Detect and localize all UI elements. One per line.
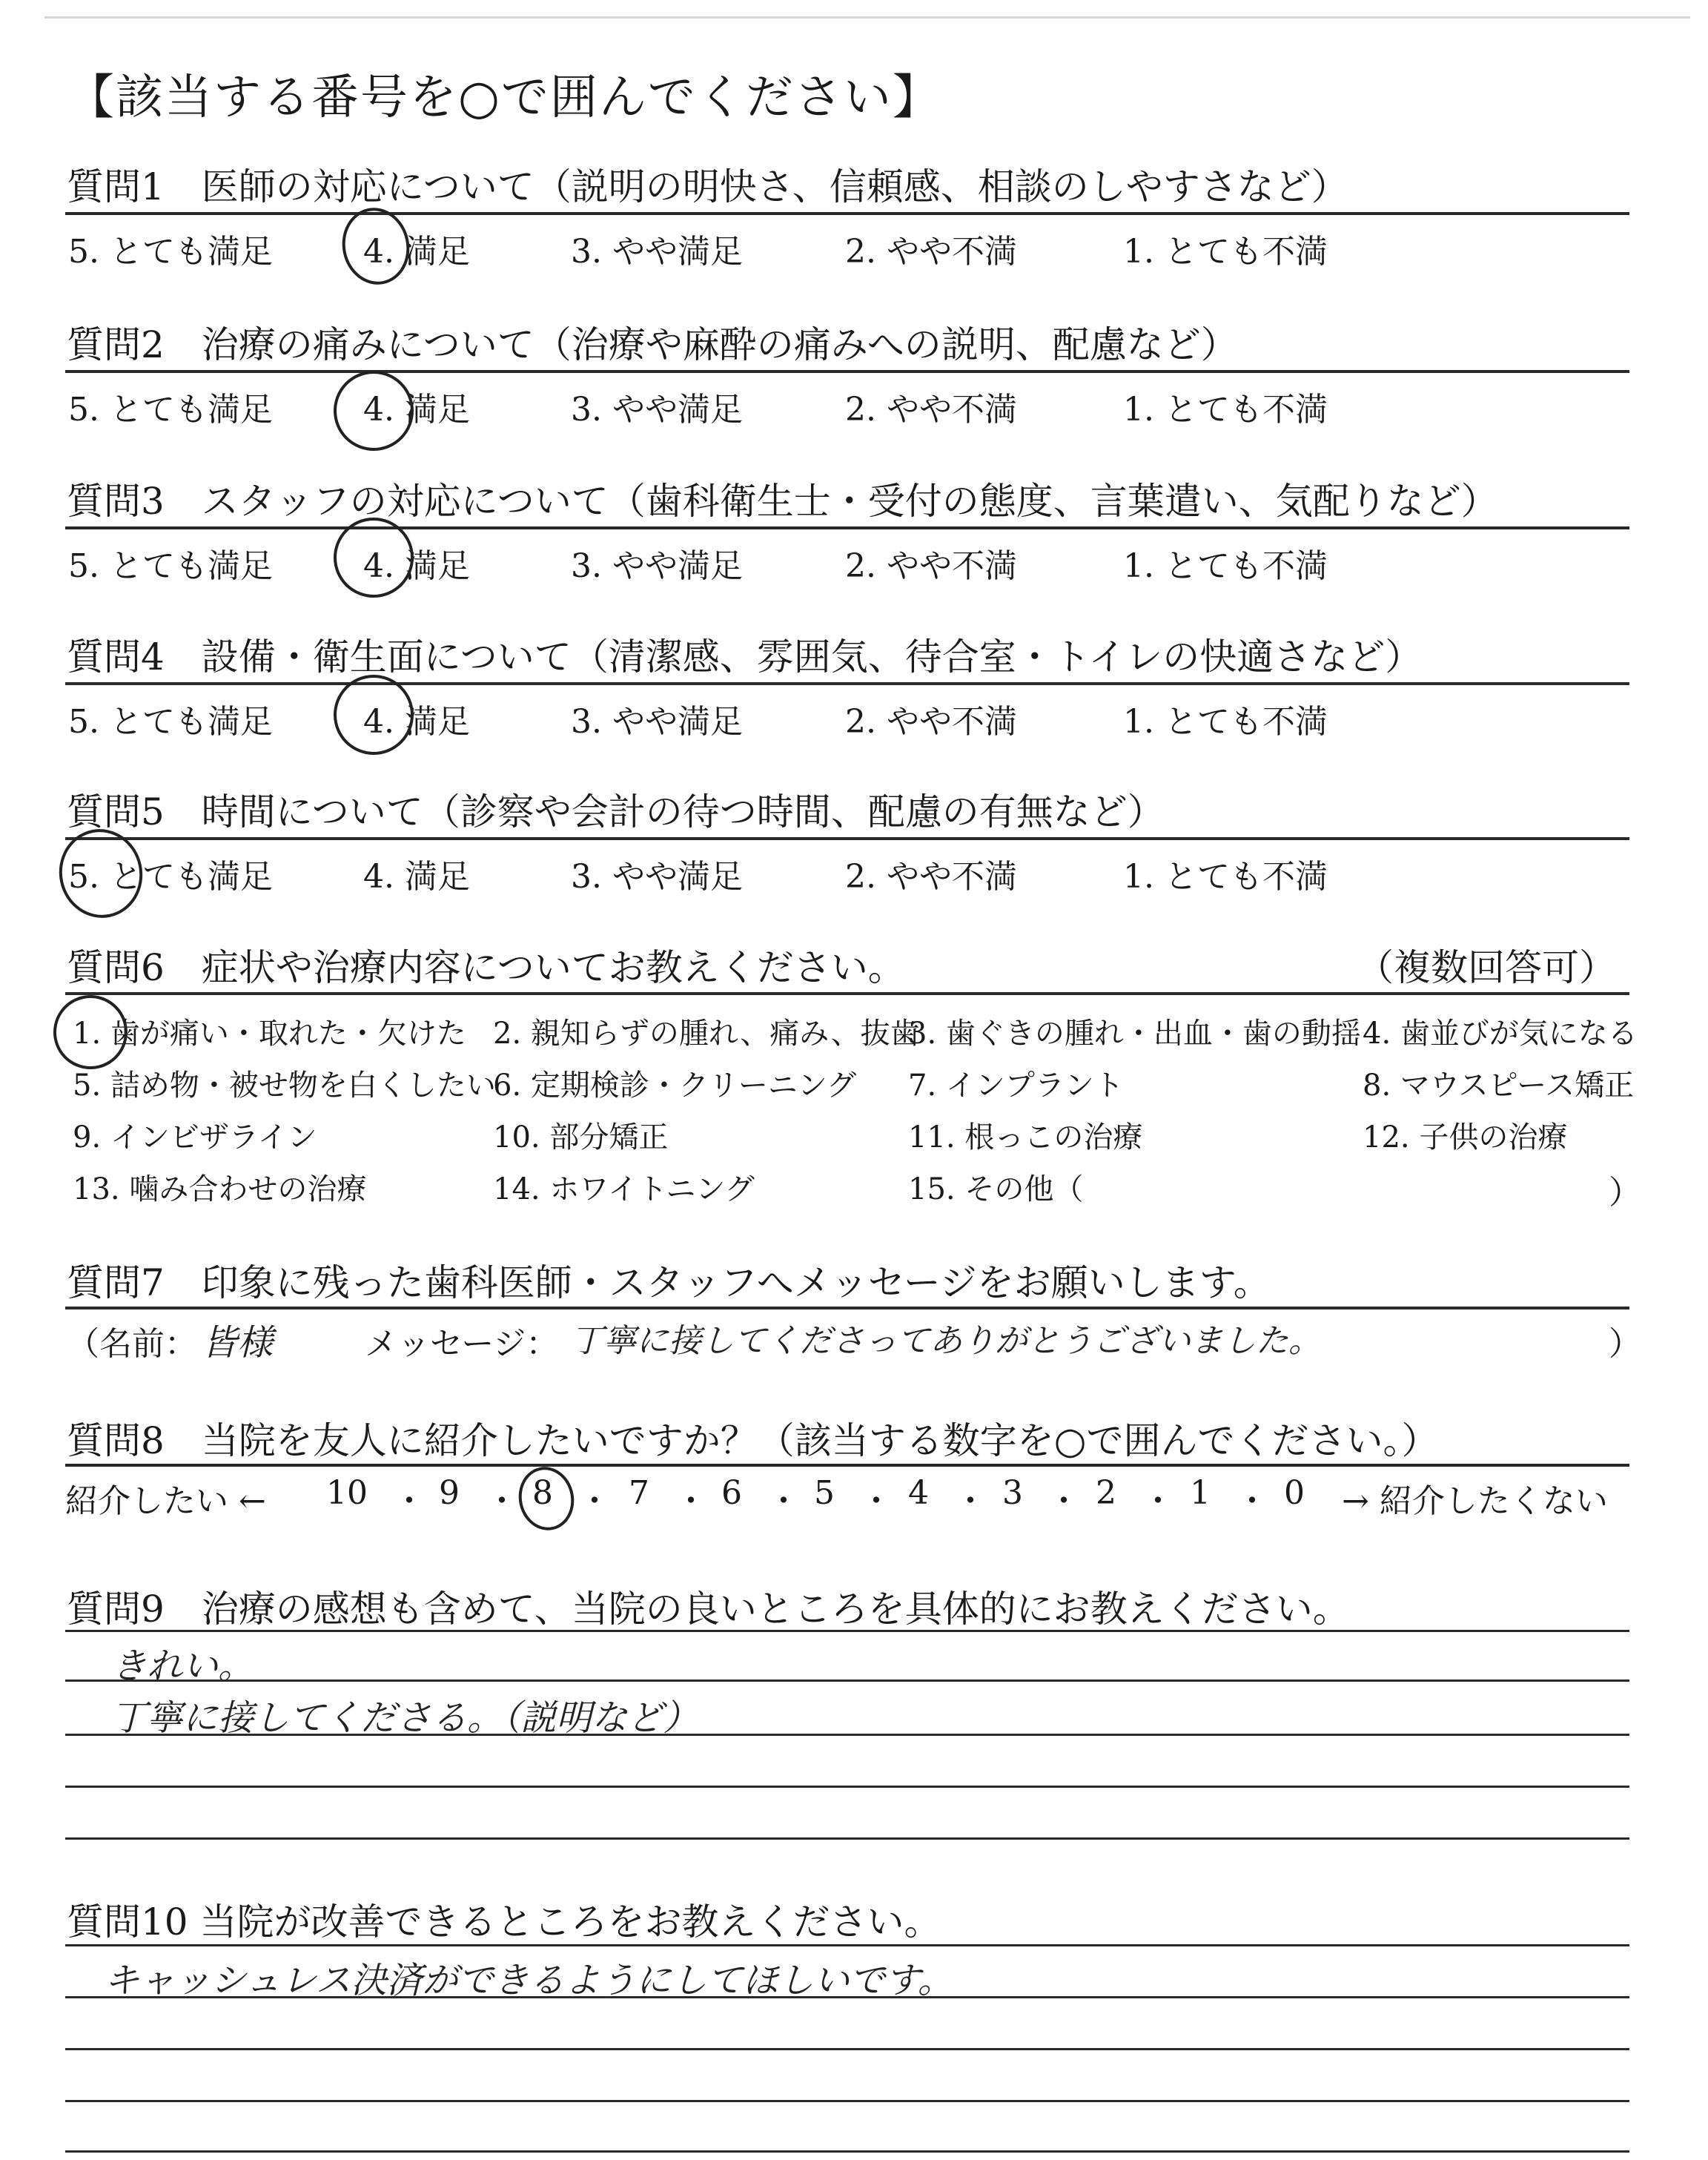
q6-option-15[interactable]: 15. その他（: [908, 1172, 1084, 1206]
q5-option-1[interactable]: 1. とても不満: [1123, 858, 1328, 896]
q8-score-6[interactable]: 6: [721, 1474, 742, 1512]
form-instruction-header: 【該当する番号を○で囲んでください】: [67, 70, 941, 125]
question-6-text: 質問6 症状や治療内容についてお教えください。: [67, 946, 905, 989]
q10-answer-line-5: [65, 2150, 1629, 2153]
top-border: [44, 16, 1690, 19]
question-6-rule: [65, 992, 1629, 995]
q8-recommend-label: 紹介したい ←: [65, 1482, 266, 1520]
q6-option-5[interactable]: 5. 詰め物・被せ物を白くしたい: [73, 1069, 496, 1103]
q8-score-5[interactable]: 5: [814, 1474, 835, 1512]
q1-option-1[interactable]: 1. とても不満: [1123, 233, 1328, 271]
q2-option-3[interactable]: 3. やや満足: [571, 391, 743, 429]
q6-option-4[interactable]: 4. 歯並びが気になる: [1363, 1017, 1638, 1051]
q8-dot: ・: [954, 1482, 987, 1520]
q2-option-2[interactable]: 2. やや不満: [845, 391, 1017, 429]
q4-option-3[interactable]: 3. やや満足: [571, 703, 743, 741]
question-8-text: 質問8 当院を友人に紹介したいですか？（該当する数字を○で囲んでください。）: [67, 1419, 1439, 1462]
q9-answer-line-4: [65, 1786, 1629, 1788]
q10-answer-1[interactable]: キャッシュレス決済ができるようにしてほしいです。: [104, 1960, 953, 2001]
q1-option-3[interactable]: 3. やや満足: [571, 233, 743, 271]
question-2-rule: [65, 370, 1629, 373]
q9-answer-1[interactable]: きれい。: [111, 1645, 254, 1687]
q10-answer-line-4: [65, 2100, 1629, 2102]
q6-option-1[interactable]: 1. 歯が痛い・取れた・欠けた: [73, 1017, 466, 1051]
q6-option-7[interactable]: 7. インプラント: [908, 1069, 1124, 1103]
q1-option-5[interactable]: 5. とても満足: [68, 233, 273, 271]
q8-dot: ・: [1236, 1482, 1268, 1520]
q8-dot: ・: [393, 1482, 426, 1520]
q9-answer-line-1: [65, 1630, 1629, 1632]
q6-option-9[interactable]: 9. インビザライン: [73, 1120, 317, 1155]
q8-dot: ・: [1142, 1482, 1174, 1520]
q9-answer-line-3: [65, 1734, 1629, 1736]
q5-option-2[interactable]: 2. やや不満: [845, 858, 1017, 896]
q4-option-2[interactable]: 2. やや不満: [845, 703, 1017, 741]
q6-option-3[interactable]: 3. 歯ぐきの腫れ・出血・歯の動揺: [908, 1017, 1361, 1051]
q7-close-paren: ）: [1609, 1325, 1641, 1363]
question-6-multiple-answers-note: （複数回答可）: [1357, 946, 1616, 989]
q9-answer-line-2: [65, 1680, 1629, 1682]
q7-message-label: メッセージ：: [365, 1325, 559, 1363]
q6-other-close-paren: ）: [1609, 1174, 1641, 1212]
q10-answer-line-2: [65, 1996, 1629, 1998]
q6-option-10[interactable]: 10. 部分矯正: [493, 1120, 669, 1155]
question-8-rule: [65, 1464, 1629, 1467]
q8-score-1[interactable]: 1: [1190, 1474, 1211, 1512]
q7-message-value[interactable]: 丁寧に接してくださってありがとうございました。: [571, 1322, 1321, 1360]
q5-option-5[interactable]: 5. とても満足: [68, 858, 273, 896]
question-7-text: 質問7 印象に残った歯科医師・スタッフへメッセージをお願いします。: [67, 1261, 1271, 1304]
q5-option-4[interactable]: 4. 満足: [363, 858, 470, 896]
q7-name-value[interactable]: 皆様: [202, 1322, 274, 1364]
q6-option-11[interactable]: 11. 根っこの治療: [908, 1120, 1143, 1155]
q9-answer-line-5: [65, 1837, 1629, 1840]
q3-option-4[interactable]: 4. 満足: [363, 547, 470, 585]
q9-answer-2[interactable]: 丁寧に接してくださる。（説明など）: [111, 1697, 699, 1739]
q8-dot: ・: [486, 1482, 518, 1520]
q8-dot: ・: [767, 1482, 800, 1520]
question-3-rule: [65, 526, 1629, 529]
question-5-text: 質問5 時間について（診察や会計の待つ時間、配慮の有無など）: [67, 790, 1165, 833]
q7-name-label: （名前：: [67, 1325, 197, 1363]
q3-option-1[interactable]: 1. とても不満: [1123, 547, 1328, 585]
q8-score-9[interactable]: 9: [439, 1474, 460, 1512]
q8-dot: ・: [675, 1482, 707, 1520]
q1-option-2[interactable]: 2. やや不満: [845, 233, 1017, 271]
question-5-rule: [65, 837, 1629, 840]
q6-option-12[interactable]: 12. 子供の治療: [1363, 1120, 1568, 1155]
q8-score-3[interactable]: 3: [1002, 1474, 1023, 1512]
q8-dot: ・: [578, 1482, 611, 1520]
q8-score-8[interactable]: 8: [532, 1474, 553, 1512]
q5-option-3[interactable]: 3. やや満足: [571, 858, 743, 896]
question-4-rule: [65, 682, 1629, 685]
q10-answer-line-1: [65, 1944, 1629, 1946]
q6-option-14[interactable]: 14. ホワイトニング: [493, 1172, 755, 1206]
question-1-rule: [65, 212, 1629, 215]
q4-option-4[interactable]: 4. 満足: [363, 703, 470, 741]
q2-option-5[interactable]: 5. とても満足: [68, 391, 273, 429]
question-7-rule: [65, 1307, 1629, 1309]
q8-dot: ・: [1047, 1482, 1080, 1520]
q10-answer-line-3: [65, 2048, 1629, 2050]
q4-option-5[interactable]: 5. とても満足: [68, 703, 273, 741]
question-1-text: 質問1 医師の対応について（説明の明快さ、信頼感、相談のしやすさなど）: [67, 165, 1348, 208]
question-9-text: 質問9 治療の感想も含めて、当院の良いところを具体的にお教えください。: [67, 1588, 1350, 1631]
q2-option-4[interactable]: 4. 満足: [363, 391, 470, 429]
q6-option-2[interactable]: 2. 親知らずの腫れ、痛み、抜歯: [493, 1017, 920, 1051]
q3-option-5[interactable]: 5. とても満足: [68, 547, 273, 585]
question-3-text: 質問3 スタッフの対応について（歯科衛生士・受付の態度、言葉遣い、気配りなど）: [67, 480, 1498, 523]
q2-selection-circle: [326, 363, 421, 458]
q8-not-recommend-label: → 紹介したくない: [1342, 1482, 1608, 1520]
q6-option-8[interactable]: 8. マウスピース矯正: [1363, 1069, 1635, 1103]
q3-option-3[interactable]: 3. やや満足: [571, 547, 743, 585]
q2-option-1[interactable]: 1. とても不満: [1123, 391, 1328, 429]
q8-score-0[interactable]: 0: [1284, 1474, 1305, 1512]
q1-option-4[interactable]: 4. 満足: [363, 233, 470, 271]
question-2-text: 質問2 治療の痛みについて（治療や麻酔の痛みへの説明、配慮など）: [67, 323, 1238, 366]
q6-option-6[interactable]: 6. 定期検診・クリーニング: [493, 1069, 857, 1103]
question-10-text: 質問10 当院が改善できるところをお教えください。: [67, 1900, 941, 1943]
question-4-text: 質問4 設備・衛生面について（清潔感、雰囲気、待合室・トイレの快適さなど）: [67, 635, 1423, 678]
q8-score-7[interactable]: 7: [629, 1474, 649, 1512]
q8-selection-circle: [513, 1462, 580, 1536]
q8-score-10[interactable]: 10: [326, 1474, 368, 1512]
q8-dot: ・: [860, 1482, 893, 1520]
q8-score-4[interactable]: 4: [908, 1474, 929, 1512]
q3-option-2[interactable]: 2. やや不満: [845, 547, 1017, 585]
q6-option-13[interactable]: 13. 噛み合わせの治療: [73, 1172, 367, 1206]
q8-score-2[interactable]: 2: [1096, 1474, 1116, 1512]
q4-option-1[interactable]: 1. とても不満: [1123, 703, 1328, 741]
